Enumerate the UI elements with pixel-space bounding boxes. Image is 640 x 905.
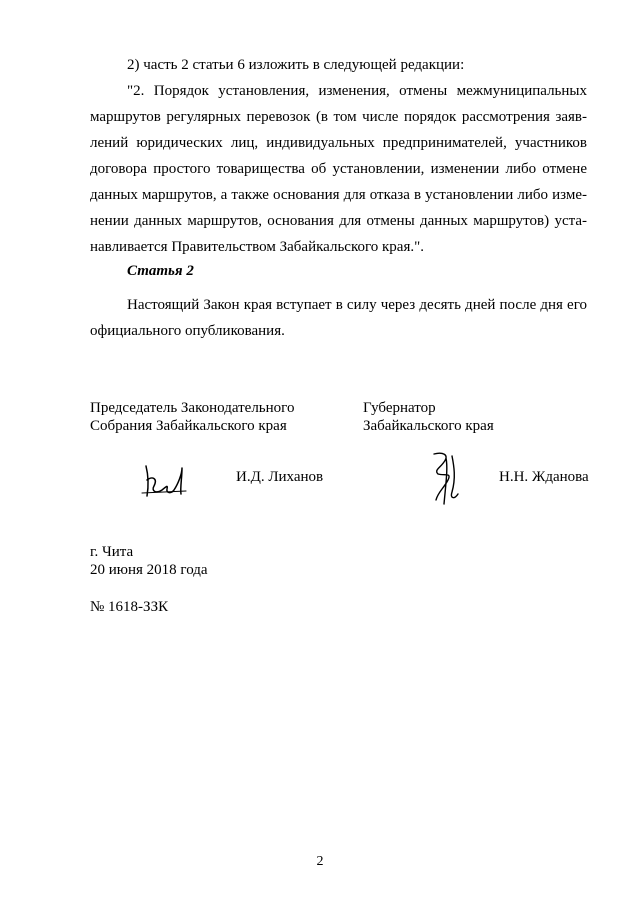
right-signatory-name: Н.Н. Жданова <box>499 469 589 485</box>
quote-line-2: маршрутов регулярных перевозок (в том числе порядок рассмотрения заяв- <box>90 109 587 125</box>
left-title-line-2: Собрания Забайкальского края <box>90 418 287 434</box>
quote-line-1: "2. Порядок установления, изменения, отмены межмуниципальных <box>127 83 587 99</box>
signing-place-date <box>90 543 208 579</box>
quote-line-5: данных маршрутов, а также основания для отказа в установлении либо изме- <box>90 187 587 203</box>
law-number: № 1618-ЗЗК <box>90 599 169 615</box>
article-line-1: Настоящий Закон края вступает в силу через десять дней после дня его <box>127 297 587 313</box>
intro-paragraph <box>127 52 587 78</box>
article-heading: Статья 2 <box>127 263 194 279</box>
left-signature-image <box>138 460 190 502</box>
quote-line-7: навливается Правительством Забайкальского края.". <box>90 239 424 255</box>
left-signatory-name: И.Д. Лиханов <box>236 469 324 485</box>
signing-city: г. Чита <box>90 544 134 560</box>
quote-paragraph <box>90 78 587 260</box>
right-title-line-2: Забайкальского края <box>363 418 494 434</box>
right-signatory-title <box>363 399 494 435</box>
intro-line: 2) часть 2 статьи 6 изложить в следующей редакции: <box>127 57 465 73</box>
right-signature-image <box>424 448 468 508</box>
signing-date: 20 июня 2018 года <box>90 562 208 578</box>
quote-line-6: нении данных маршрутов, основания для отмены данных маршрутов) уста- <box>90 213 587 229</box>
quote-line-4: договора простого товарищества об установлении, изменении либо отмене <box>90 161 587 177</box>
left-signatory-title <box>90 399 294 435</box>
page-number: 2 <box>316 854 324 869</box>
article-paragraph <box>90 292 587 344</box>
right-title-line-1: Губернатор <box>363 400 436 416</box>
left-title-line-1: Председатель Законодательного <box>90 400 295 416</box>
quote-line-3: лений юридических лиц, индивидуальных предпринимателей, участников <box>90 135 587 151</box>
article-line-2: официального опубликования. <box>90 323 285 339</box>
